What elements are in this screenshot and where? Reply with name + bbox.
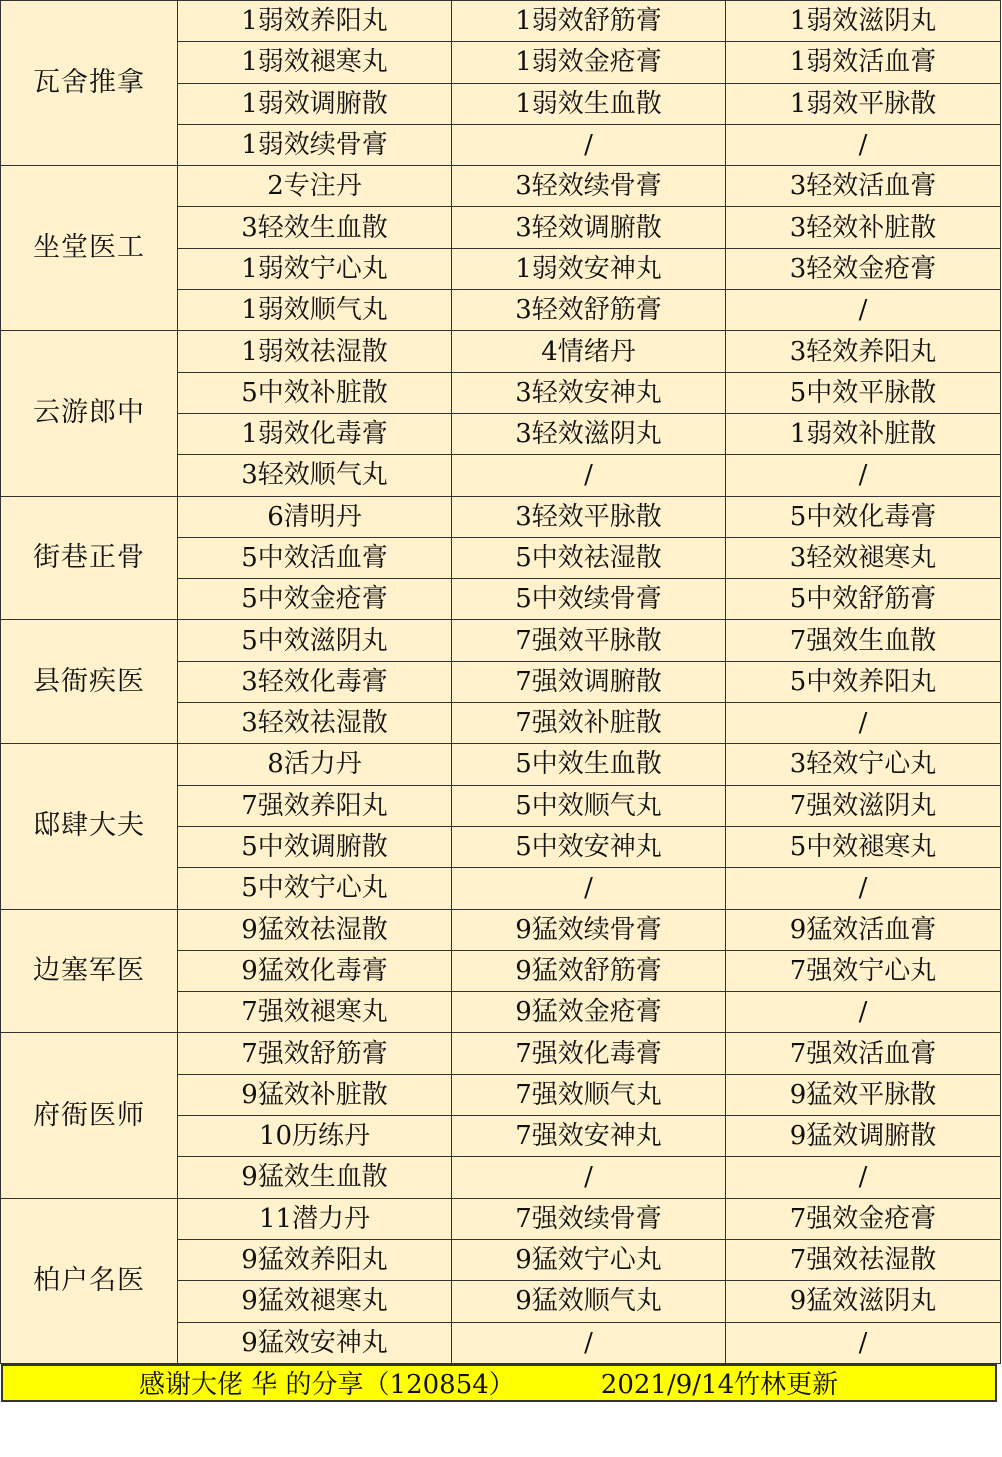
recipe-cell: 3轻效祛湿散 bbox=[178, 703, 452, 744]
recipe-cell: 9猛效生血散 bbox=[178, 1157, 452, 1198]
recipe-cell: 3轻效安神丸 bbox=[452, 372, 726, 413]
recipe-cell: 7强效滋阴丸 bbox=[726, 785, 1001, 826]
recipe-cell: / bbox=[452, 1157, 726, 1198]
recipe-cell: / bbox=[452, 455, 726, 496]
recipe-cell: 7强效续骨膏 bbox=[452, 1198, 726, 1239]
role-name: 县衙疾医 bbox=[1, 620, 178, 744]
recipe-cell: 3轻效活血膏 bbox=[726, 166, 1001, 207]
table-row bbox=[1, 744, 1001, 785]
recipe-cell: 3轻效滋阴丸 bbox=[452, 413, 726, 454]
recipe-cell: 5中效宁心丸 bbox=[178, 868, 452, 909]
recipe-cell: 9猛效化毒膏 bbox=[178, 950, 452, 991]
table-row bbox=[1, 1, 1001, 42]
recipe-cell: 5中效滋阴丸 bbox=[178, 620, 452, 661]
recipe-cell: 3轻效平脉散 bbox=[452, 496, 726, 537]
recipe-cell: 1弱效续骨膏 bbox=[178, 124, 452, 165]
recipe-cell: 5中效安神丸 bbox=[452, 826, 726, 867]
role-name: 府衙医师 bbox=[1, 1033, 178, 1198]
recipe-cell: 3轻效金疮膏 bbox=[726, 248, 1001, 289]
recipe-cell: 5中效祛湿散 bbox=[452, 537, 726, 578]
table-row bbox=[1, 1033, 1001, 1074]
footer-thanks: 感谢大佬 华 的分享（120854） bbox=[139, 1370, 515, 1401]
recipe-cell: / bbox=[452, 868, 726, 909]
recipe-cell: 1弱效活血膏 bbox=[726, 42, 1001, 83]
recipe-cell: 7强效舒筋膏 bbox=[178, 1033, 452, 1074]
recipe-cell: 1弱效平脉散 bbox=[726, 83, 1001, 124]
recipe-cell: 9猛效褪寒丸 bbox=[178, 1281, 452, 1322]
recipe-cell: 6清明丹 bbox=[178, 496, 452, 537]
recipe-cell: 5中效活血膏 bbox=[178, 537, 452, 578]
recipe-cell: 7强效平脉散 bbox=[452, 620, 726, 661]
recipe-cell: 3轻效补脏散 bbox=[726, 207, 1001, 248]
recipe-cell: 5中效舒筋膏 bbox=[726, 579, 1001, 620]
footer-update-date: 2021/9/14竹林更新 bbox=[600, 1370, 839, 1401]
recipe-cell: 5中效化毒膏 bbox=[726, 496, 1001, 537]
recipe-cell: 5中效养阳丸 bbox=[726, 661, 1001, 702]
recipe-cell: 5中效生血散 bbox=[452, 744, 726, 785]
table-row bbox=[1, 1198, 1001, 1239]
recipe-cell: / bbox=[726, 868, 1001, 909]
recipe-cell: 1弱效顺气丸 bbox=[178, 290, 452, 331]
recipe-cell: 1弱效舒筋膏 bbox=[452, 1, 726, 42]
role-name: 云游郎中 bbox=[1, 331, 178, 496]
table-row bbox=[1, 496, 1001, 537]
recipe-cell: / bbox=[726, 992, 1001, 1033]
recipe-cell: 5中效褪寒丸 bbox=[726, 826, 1001, 867]
recipe-cell: 10历练丹 bbox=[178, 1116, 452, 1157]
recipe-cell: 9猛效顺气丸 bbox=[452, 1281, 726, 1322]
recipe-cell: 9猛效金疮膏 bbox=[452, 992, 726, 1033]
recipe-cell: / bbox=[726, 124, 1001, 165]
recipe-cell: 9猛效补脏散 bbox=[178, 1074, 452, 1115]
recipe-cell: 5中效续骨膏 bbox=[452, 579, 726, 620]
recipe-table-body bbox=[1, 1, 1001, 1364]
recipe-cell: 9猛效舒筋膏 bbox=[452, 950, 726, 991]
recipe-cell: 7强效金疮膏 bbox=[726, 1198, 1001, 1239]
role-name: 坐堂医工 bbox=[1, 166, 178, 331]
recipe-cell: 1弱效宁心丸 bbox=[178, 248, 452, 289]
recipe-cell: 7强效活血膏 bbox=[726, 1033, 1001, 1074]
recipe-cell: 9猛效续骨膏 bbox=[452, 909, 726, 950]
recipe-cell: / bbox=[726, 1322, 1001, 1363]
recipe-cell: 7强效生血散 bbox=[726, 620, 1001, 661]
footer-banner bbox=[1, 1364, 997, 1402]
recipe-cell: 4情绪丹 bbox=[452, 331, 726, 372]
recipe-cell: / bbox=[726, 1157, 1001, 1198]
table-row bbox=[1, 331, 1001, 372]
role-name: 边塞军医 bbox=[1, 909, 178, 1033]
recipe-cell: 1弱效养阳丸 bbox=[178, 1, 452, 42]
recipe-cell: 7强效安神丸 bbox=[452, 1116, 726, 1157]
recipe-cell: 8活力丹 bbox=[178, 744, 452, 785]
recipe-cell: 3轻效续骨膏 bbox=[452, 166, 726, 207]
recipe-cell: 1弱效金疮膏 bbox=[452, 42, 726, 83]
role-name: 邸肆大夫 bbox=[1, 744, 178, 909]
recipe-cell: 9猛效安神丸 bbox=[178, 1322, 452, 1363]
recipe-cell: 7强效顺气丸 bbox=[452, 1074, 726, 1115]
recipe-cell: 5中效补脏散 bbox=[178, 372, 452, 413]
recipe-cell: 5中效调腑散 bbox=[178, 826, 452, 867]
recipe-cell: 5中效金疮膏 bbox=[178, 579, 452, 620]
recipe-cell: 3轻效化毒膏 bbox=[178, 661, 452, 702]
recipe-cell: 1弱效调腑散 bbox=[178, 83, 452, 124]
recipe-cell: 1弱效补脏散 bbox=[726, 413, 1001, 454]
recipe-cell: 9猛效宁心丸 bbox=[452, 1239, 726, 1280]
role-name: 瓦舍推拿 bbox=[1, 1, 178, 166]
recipe-cell: 5中效顺气丸 bbox=[452, 785, 726, 826]
recipe-cell: / bbox=[726, 703, 1001, 744]
recipe-cell: 7强效化毒膏 bbox=[452, 1033, 726, 1074]
recipe-cell: 9猛效祛湿散 bbox=[178, 909, 452, 950]
table-row bbox=[1, 166, 1001, 207]
recipe-cell: / bbox=[452, 124, 726, 165]
recipe-cell: 1弱效安神丸 bbox=[452, 248, 726, 289]
recipe-cell: 11潜力丹 bbox=[178, 1198, 452, 1239]
recipe-cell: 7强效养阳丸 bbox=[178, 785, 452, 826]
recipe-cell: 3轻效顺气丸 bbox=[178, 455, 452, 496]
recipe-cell: 9猛效滋阴丸 bbox=[726, 1281, 1001, 1322]
recipe-cell: 5中效平脉散 bbox=[726, 372, 1001, 413]
recipe-cell: 3轻效褪寒丸 bbox=[726, 537, 1001, 578]
recipe-cell: 1弱效祛湿散 bbox=[178, 331, 452, 372]
recipe-cell: 7强效调腑散 bbox=[452, 661, 726, 702]
recipe-cell: 7强效祛湿散 bbox=[726, 1239, 1001, 1280]
recipe-cell: 1弱效生血散 bbox=[452, 83, 726, 124]
recipe-cell: 1弱效褪寒丸 bbox=[178, 42, 452, 83]
recipe-cell: 9猛效平脉散 bbox=[726, 1074, 1001, 1115]
recipe-cell: 3轻效生血散 bbox=[178, 207, 452, 248]
recipe-cell: 7强效褪寒丸 bbox=[178, 992, 452, 1033]
recipe-cell: 7强效宁心丸 bbox=[726, 950, 1001, 991]
recipe-cell: 2专注丹 bbox=[178, 166, 452, 207]
role-name: 柏户名医 bbox=[1, 1198, 178, 1363]
recipe-cell: 1弱效滋阴丸 bbox=[726, 1, 1001, 42]
recipe-cell: 7强效补脏散 bbox=[452, 703, 726, 744]
recipe-cell: 9猛效活血膏 bbox=[726, 909, 1001, 950]
recipe-cell: 3轻效舒筋膏 bbox=[452, 290, 726, 331]
recipe-cell: 3轻效养阳丸 bbox=[726, 331, 1001, 372]
table-row bbox=[1, 620, 1001, 661]
table-row bbox=[1, 909, 1001, 950]
recipe-cell: 1弱效化毒膏 bbox=[178, 413, 452, 454]
recipe-cell: / bbox=[452, 1322, 726, 1363]
recipe-cell: / bbox=[726, 455, 1001, 496]
recipe-cell: 3轻效宁心丸 bbox=[726, 744, 1001, 785]
recipe-cell: 3轻效调腑散 bbox=[452, 207, 726, 248]
recipe-cell: 9猛效养阳丸 bbox=[178, 1239, 452, 1280]
role-name: 街巷正骨 bbox=[1, 496, 178, 620]
recipe-cell: 9猛效调腑散 bbox=[726, 1116, 1001, 1157]
recipe-cell: / bbox=[726, 290, 1001, 331]
